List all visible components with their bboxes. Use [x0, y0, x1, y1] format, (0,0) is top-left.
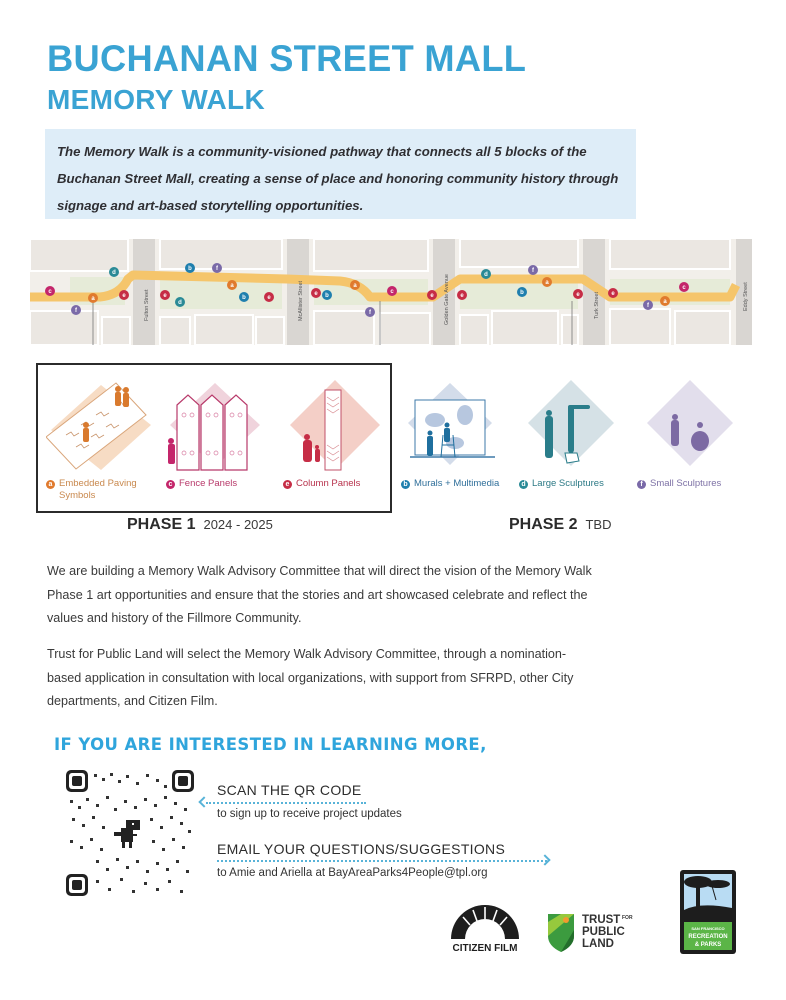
- svg-text:e: e: [163, 293, 167, 299]
- svg-text:e: e: [576, 292, 580, 298]
- svg-text:a: a: [353, 283, 357, 289]
- intro-text: The Memory Walk is a community-visioned pathway that connects all 5 blocks of the Buchanan Street Mall, creating a sense of place and honoring community history through signage and art-based storytelling opportunities.: [57, 144, 619, 213]
- legend-label: Murals + Multimedia: [414, 478, 500, 489]
- marker-d-icon: d: [519, 480, 528, 489]
- marker-f-icon: f: [637, 480, 646, 489]
- marker-c-icon: c: [166, 480, 175, 489]
- marker-e-icon: e: [283, 480, 292, 489]
- legend-murals: [401, 478, 499, 490]
- svg-text:d: d: [484, 272, 488, 278]
- scan-subtext: to sign up to receive project updates: [217, 808, 402, 820]
- legend-label: Column Panels: [296, 478, 361, 489]
- svg-text:f: f: [75, 308, 77, 314]
- column-panels-illustration: [285, 375, 385, 475]
- page-title: BUCHANAN STREET MALL: [47, 38, 527, 79]
- trust-for-public-land-logo: [546, 910, 656, 959]
- svg-text:e: e: [314, 291, 318, 297]
- svg-text:b: b: [242, 295, 246, 301]
- site-map: [30, 239, 752, 345]
- svg-text:c: c: [682, 285, 686, 291]
- svg-text:FOR: FOR: [622, 915, 633, 921]
- svg-text:e: e: [267, 295, 271, 301]
- svg-text:e: e: [122, 293, 126, 299]
- legend-column-panels: [283, 478, 360, 490]
- svg-text:Golden Gate Avenue: Golden Gate Avenue: [444, 274, 450, 325]
- marker-b-icon: b: [401, 480, 410, 489]
- legend-label: Fence Panels: [179, 478, 238, 489]
- scan-heading: SCAN THE QR CODE: [217, 782, 362, 798]
- legend-label: Embedded Paving: [59, 478, 137, 489]
- paragraph-advisory-committee: We are building a Memory Walk Advisory Committee that will direct the vision of the Memory Walk Phase 1 art opportunities and ensure that the stories and art showcased celebrate and reflect the values and history of the Fillmore Community.: [47, 564, 592, 625]
- sf-recreation-parks-logo: [680, 870, 736, 959]
- qr-code[interactable]: [66, 770, 194, 896]
- street-label: Fulton Street: [144, 289, 150, 321]
- arrow-left-icon: [198, 796, 209, 807]
- phase2-label: [509, 516, 611, 534]
- phase1-label: [127, 516, 273, 534]
- map-illustration: [30, 239, 752, 345]
- citizen-film-text: CITIZEN FILM: [452, 943, 518, 954]
- dinosaur-icon: [114, 820, 140, 848]
- svg-text:Eddy Street: Eddy Street: [743, 282, 749, 311]
- small-sculptures-illustration: [640, 375, 740, 475]
- svg-text:b: b: [325, 293, 329, 299]
- legend-large-sculptures: [519, 478, 604, 490]
- svg-text:f: f: [532, 268, 534, 274]
- svg-text:f: f: [216, 266, 218, 272]
- svg-text:PUBLIC: PUBLIC: [582, 926, 625, 938]
- fence-panels-illustration: [165, 375, 265, 475]
- dotted-divider: [206, 802, 366, 804]
- phase1-title: PHASE 1: [127, 516, 196, 533]
- legend-embedded-paving: [46, 478, 137, 502]
- murals-illustration: [400, 375, 500, 475]
- svg-text:c: c: [48, 289, 52, 295]
- svg-text:SAN FRANCISCO: SAN FRANCISCO: [691, 926, 725, 931]
- svg-text:RECREATION: RECREATION: [688, 934, 728, 940]
- large-sculptures-illustration: [521, 375, 621, 475]
- phase2-title: PHASE 2: [509, 516, 578, 533]
- legend-fence-panels: [166, 478, 237, 490]
- svg-text:e: e: [611, 291, 615, 297]
- svg-text:a: a: [230, 283, 234, 289]
- svg-text:a: a: [91, 296, 95, 302]
- svg-text:e: e: [460, 293, 464, 299]
- citizen-film-logo: [443, 905, 528, 960]
- svg-text:TRUST: TRUST: [582, 914, 621, 926]
- arrow-right-icon: [539, 854, 550, 865]
- svg-text:f: f: [647, 303, 649, 309]
- page-subtitle: MEMORY WALK: [47, 84, 265, 115]
- legend-label-cont: Symbols: [59, 490, 96, 501]
- svg-text:b: b: [520, 290, 524, 296]
- svg-text:d: d: [178, 300, 182, 306]
- legend-label: Small Sculptures: [650, 478, 722, 489]
- legend-label: Large Sculptures: [532, 478, 604, 489]
- dotted-divider: [217, 860, 547, 862]
- svg-text:d: d: [112, 270, 116, 276]
- cta-heading: IF YOU ARE INTERESTED IN LEARNING MORE,: [54, 735, 487, 754]
- paving-symbols-illustration: [46, 375, 156, 475]
- svg-text:Turk Street: Turk Street: [594, 292, 600, 319]
- email-subtext[interactable]: to Amie and Ariella at BayAreaParks4People@tpl.org: [217, 867, 488, 879]
- phase2-years: TBD: [585, 517, 612, 532]
- intro-box: [45, 129, 636, 219]
- svg-text:e: e: [430, 293, 434, 299]
- svg-text:b: b: [188, 266, 192, 272]
- legend-small-sculptures: [637, 478, 721, 490]
- svg-text:f: f: [369, 310, 371, 316]
- svg-text:a: a: [545, 280, 549, 286]
- svg-text:c: c: [390, 289, 394, 295]
- svg-text:McAllister Street: McAllister Street: [298, 280, 304, 321]
- svg-text:& PARKS: & PARKS: [694, 942, 722, 948]
- svg-text:LAND: LAND: [582, 938, 614, 950]
- marker-a-icon: a: [46, 480, 55, 489]
- svg-text:a: a: [663, 299, 667, 305]
- email-heading: EMAIL YOUR QUESTIONS/SUGGESTIONS: [217, 841, 506, 857]
- phase1-years: 2024 - 2025: [203, 517, 273, 532]
- paragraph-selection: Trust for Public Land will select the Memory Walk Advisory Committee, through a nomination-based application in consultation with local organizations, with support from SFRPD, other City departments, and Citizen Film.: [47, 647, 574, 708]
